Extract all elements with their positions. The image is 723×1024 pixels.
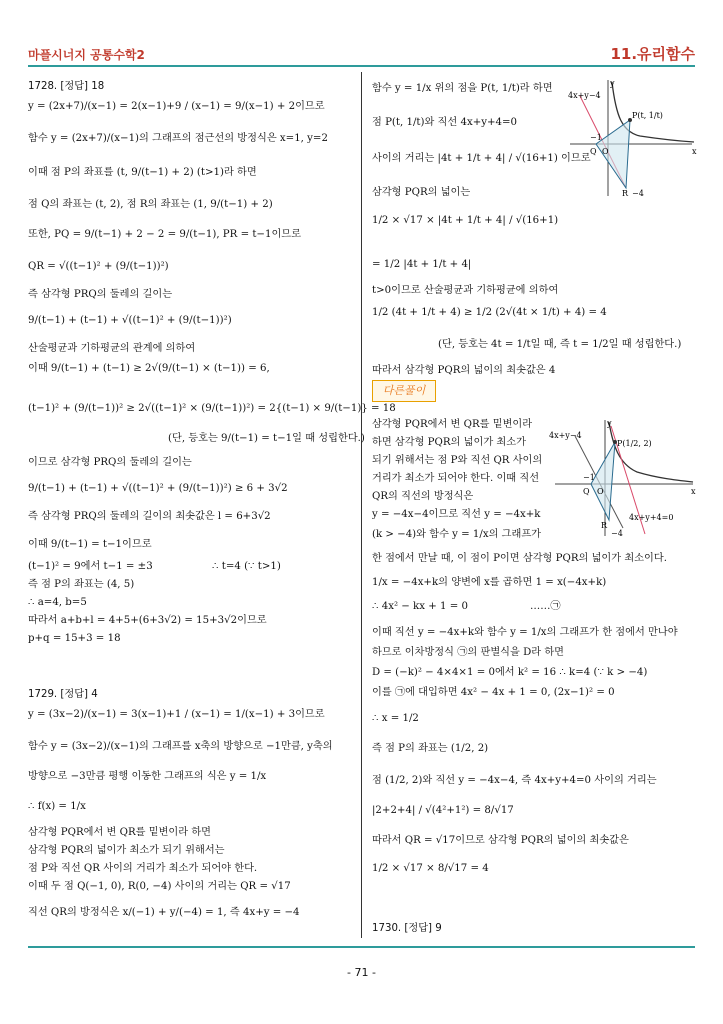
text-line: 삼각형 PQR에서 변 QR를 밑변이라 xyxy=(372,419,533,430)
x-label: x xyxy=(692,147,697,156)
text-line: (t−1)² + (9/(t−1))² ≥ 2√((t−1)² × (9/(t−1))²) = 2{(t−1) × 9/(t−1)} = 18 xyxy=(28,403,396,414)
r-label: R xyxy=(622,189,629,198)
text-line: 삼각형 PQR에서 변 QR를 밑변이라 하면 xyxy=(28,827,212,838)
text-line: ∴ f(x) = 1/x xyxy=(28,801,86,812)
x-label: x xyxy=(691,487,696,496)
text-line: 점 P와 직선 QR 사이의 거리가 최소가 되어야 한다. xyxy=(28,863,258,874)
text-line: 점 P(t, 1/t)와 직선 4x+y+4=0 xyxy=(372,117,518,128)
text-line: 즉 점 P의 좌표는 (1/2, 2) xyxy=(372,743,489,754)
text-line: (단, 등호는 9/(t−1) = t−1일 때 성립한다.) xyxy=(168,433,365,444)
text-line: 함수 y = (3x−2)/(x−1)의 그래프를 x축의 방향으로 −1만큼, y축의 xyxy=(28,741,333,752)
graph-hyperbola-1 xyxy=(560,76,700,200)
y-label: y xyxy=(607,419,612,428)
text-line: 1/2 × √17 × |4t + 1/t + 4| / √(16+1) xyxy=(372,215,559,226)
text-line: |2+2+4| / √(4²+1²) = 8/√17 xyxy=(372,805,514,816)
text-line: 따라서 QR = √17이므로 삼각형 PQR의 넓이의 최솟값은 xyxy=(372,835,629,846)
text-line: (t−1)² = 9에서 t−1 = ±3 xyxy=(28,561,153,572)
text-line: (단, 등호는 4t = 1/t일 때, 즉 t = 1/2일 때 성립한다.) xyxy=(438,339,682,350)
text-line: 1/x = −4x+k의 양변에 x를 곱하면 1 = x(−4x+k) xyxy=(372,577,607,588)
text-line: 함수 y = (2x+7)/(x−1)의 그래프의 점근선의 방정식은 x=1, y=2 xyxy=(28,133,328,144)
neg1-label: −1 xyxy=(590,133,602,142)
line-label: 4x+y−4 xyxy=(549,431,582,440)
text-line: 되기 위해서는 점 P와 직선 QR 사이의 xyxy=(372,455,543,466)
text-line: y = (3x−2)/(x−1) = 3(x−1)+1 / (x−1) = 1/(x−1) + 3이므로 xyxy=(28,709,325,720)
header-book-title: 마플시너지 공통수학2 xyxy=(28,48,145,62)
text-line: 이때 9/(t−1) = t−1이므로 xyxy=(28,539,152,550)
answer-1730: 1730. [정답] 9 xyxy=(372,923,442,934)
text-line: 따라서 삼각형 PQR의 넓이의 최솟값은 4 xyxy=(372,365,556,376)
text-line: D = (−k)² − 4×4×1 = 0에서 k² = 16 ∴ k=4 (∵ k > −4) xyxy=(372,667,648,678)
r-label: R xyxy=(601,521,608,530)
text-line: p+q = 15+3 = 18 xyxy=(28,633,121,644)
p-label: P(t, 1/t) xyxy=(632,111,663,120)
footer-rule xyxy=(28,946,695,948)
text-line: 산술평균과 기하평균의 관계에 의하여 xyxy=(28,343,196,354)
page-number: - 71 - xyxy=(347,966,376,979)
line-label-2: 4x+y+4=0 xyxy=(629,513,674,522)
text-line: 또한, PQ = 9/(t−1) + 2 − 2 = 9/(t−1), PR = t−1이므로 xyxy=(28,229,301,240)
column-divider xyxy=(361,72,362,938)
text-line: 따라서 a+b+l = 4+5+(6+3√2) = 15+3√2이므로 xyxy=(28,615,267,626)
text-line: ……㉠ xyxy=(530,601,561,612)
curve-1-over-x xyxy=(609,422,693,482)
text-line: ∴ x = 1/2 xyxy=(372,713,419,724)
text-line: 이므로 삼각형 PRQ의 둘레의 길이는 xyxy=(28,457,192,468)
text-line: 이를 ㉠에 대입하면 4x² − 4x + 1 = 0, (2x−1)² = 0 xyxy=(372,687,615,698)
text-line: QR = √((t−1)² + (9/(t−1))²) xyxy=(28,261,169,272)
answer-1728: 1728. [정답] 18 xyxy=(28,81,105,92)
line-label: 4x+y−4 xyxy=(568,91,601,100)
text-line: ∴ t=4 (∵ t>1) xyxy=(212,561,281,572)
text-line: 이때 두 점 Q(−1, 0), R(0, −4) 사이의 거리는 QR = √17 xyxy=(28,881,291,892)
q-label: Q xyxy=(590,147,597,156)
other-solution-label: 다른풀이 xyxy=(372,380,436,402)
header-chapter-title: 11.유리함수 xyxy=(610,45,695,63)
text-line: 이때 직선 y = −4x+k와 함수 y = 1/x의 그래프가 한 점에서 만나야 xyxy=(372,627,678,638)
text-line: QR의 직선의 방정식은 xyxy=(372,491,474,502)
answer-1729: 1729. [정답] 4 xyxy=(28,689,98,700)
text-line: 9/(t−1) + (t−1) + √((t−1)² + (9/(t−1))²) ≥ 6 + 3√2 xyxy=(28,483,288,494)
neg1-label: −1 xyxy=(583,473,595,482)
text-line: 하므로 이차방정식 ㉠의 판별식을 D라 하면 xyxy=(372,647,565,658)
text-line: = 1/2 |4t + 1/t + 4| xyxy=(372,259,472,270)
text-line: (k > −4)와 함수 y = 1/x의 그래프가 xyxy=(372,529,542,540)
text-line: 사이의 거리는 |4t + 1/t + 4| / √(16+1) 이므로 xyxy=(372,153,591,164)
y-label: y xyxy=(610,79,615,88)
neg4-label: −4 xyxy=(611,529,623,538)
text-line: 점 (1/2, 2)와 직선 y = −4x−4, 즉 4x+y+4=0 사이의 거리는 xyxy=(372,775,657,786)
text-line: 직선 QR의 방정식은 x/(−1) + y/(−4) = 1, 즉 4x+y = −4 xyxy=(28,907,300,918)
text-line: 하면 삼각형 PQR의 넓이가 최소가 xyxy=(372,437,526,448)
text-line: 즉 삼각형 PRQ의 둘레의 길이의 최솟값은 l = 6+3√2 xyxy=(28,511,271,522)
o-label: O xyxy=(602,147,609,156)
text-line: 1/2 × √17 × 8/√17 = 4 xyxy=(372,863,489,874)
text-line: y = −4x−4이므로 직선 y = −4x+k xyxy=(372,509,541,520)
text-line: 삼각형 PQR의 넓이는 xyxy=(372,187,471,198)
text-line: 즉 삼각형 PRQ의 둘레의 길이는 xyxy=(28,289,173,300)
neg4-label: −4 xyxy=(632,189,644,198)
text-line: y = (2x+7)/(x−1) = 2(x−1)+9 / (x−1) = 9/(x−1) + 2이므로 xyxy=(28,101,325,112)
graph-hyperbola-2 xyxy=(545,416,700,540)
text-line: ∴ 4x² − kx + 1 = 0 xyxy=(372,601,468,612)
text-line: 9/(t−1) + (t−1) + √((t−1)² + (9/(t−1))²) xyxy=(28,315,232,326)
text-line: 이때 점 P의 좌표를 (t, 9/(t−1) + 2) (t>1)라 하면 xyxy=(28,167,257,178)
text-line: 방향으로 −3만큼 평행 이동한 그래프의 식은 y = 1/x xyxy=(28,771,267,782)
o-label: O xyxy=(597,487,604,496)
text-line: 이때 9/(t−1) + (t−1) ≥ 2√(9/(t−1) × (t−1)) = 6, xyxy=(28,363,270,374)
p-label: P(1/2, 2) xyxy=(617,439,652,448)
text-line: 한 점에서 만날 때, 이 점이 P이면 삼각형 PQR의 넓이가 최소이다. xyxy=(372,553,667,564)
text-line: 삼각형 PQR의 넓이가 최소가 되기 위해서는 xyxy=(28,845,225,856)
q-label: Q xyxy=(583,487,590,496)
text-line: 거리가 최소가 되어야 한다. 이때 직선 xyxy=(372,473,540,484)
text-line: ∴ a=4, b=5 xyxy=(28,597,87,608)
text-line: 즉 점 P의 좌표는 (4, 5) xyxy=(28,579,135,590)
text-line: 1/2 (4t + 1/t + 4) ≥ 1/2 (2√(4t × 1/t) + 4) = 4 xyxy=(372,307,607,318)
text-line: 점 Q의 좌표는 (t, 2), 점 R의 좌표는 (1, 9/(t−1) + 2) xyxy=(28,199,273,210)
text-line: t>0이므로 산술평균과 기하평균에 의하여 xyxy=(372,285,559,296)
header-rule xyxy=(28,65,695,67)
text-line: 함수 y = 1/x 위의 점을 P(t, 1/t)라 하면 xyxy=(372,83,553,94)
